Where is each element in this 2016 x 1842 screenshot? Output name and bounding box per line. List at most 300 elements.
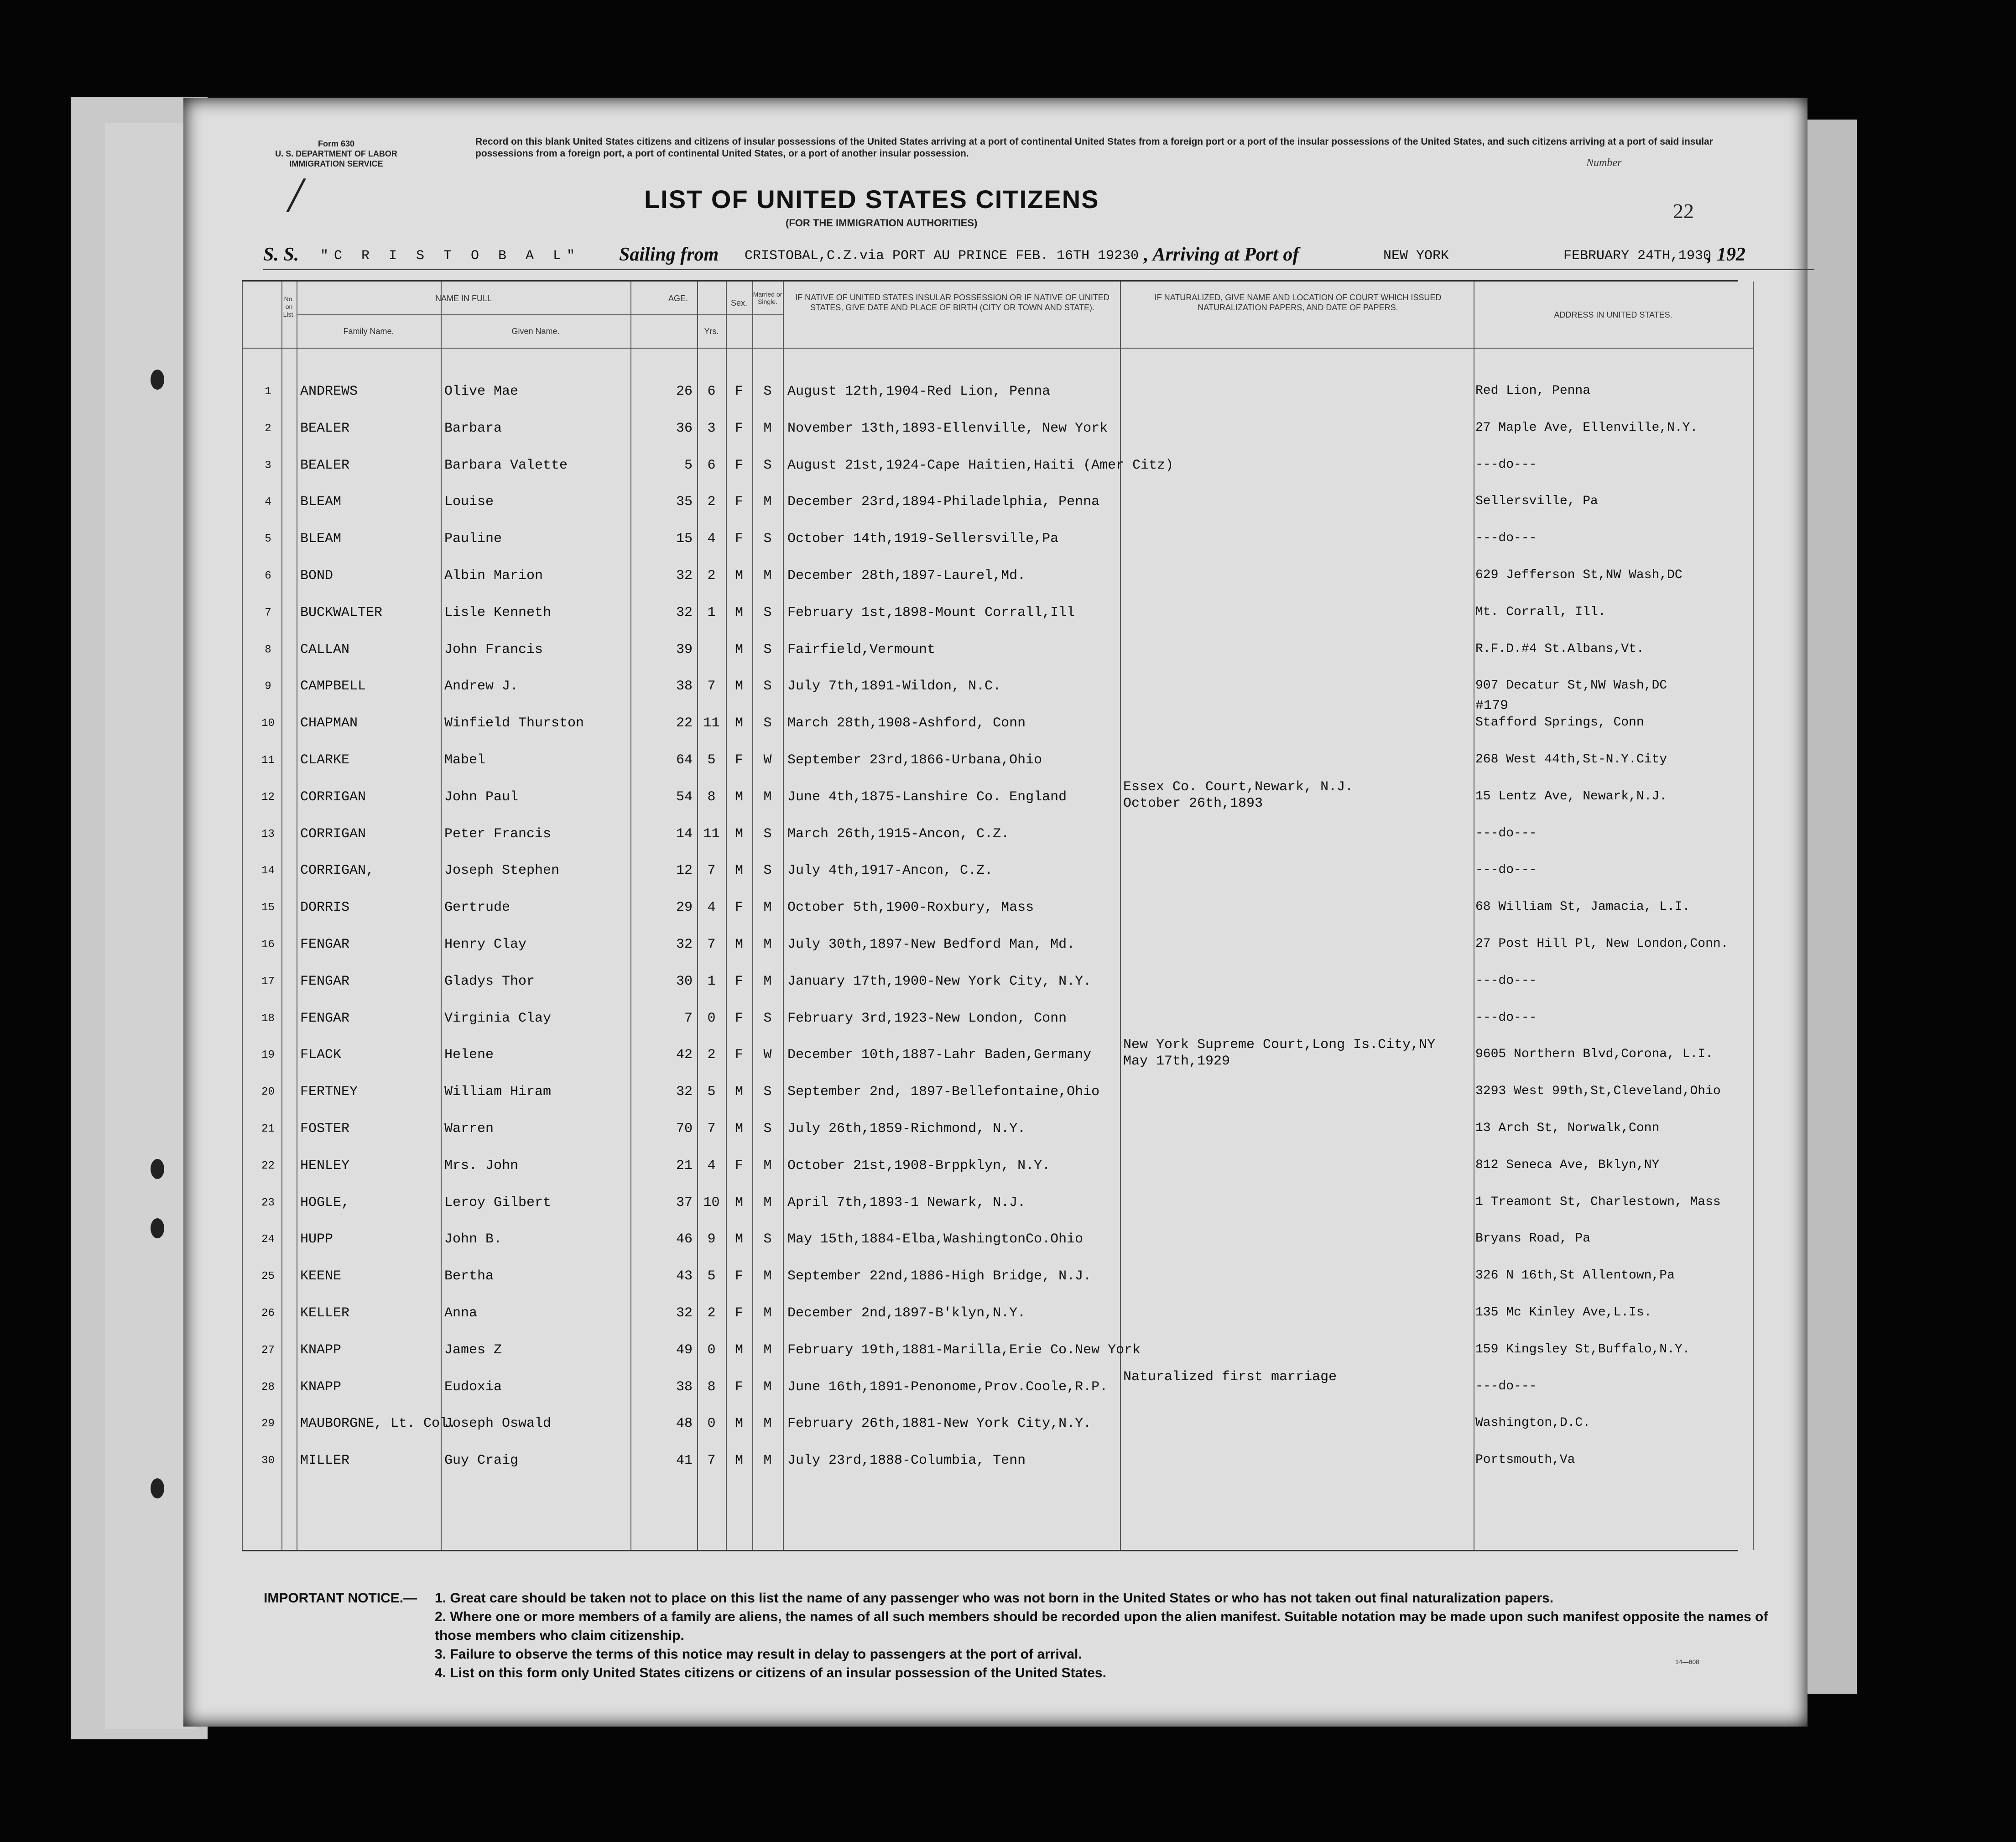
age-months: 3 <box>707 420 716 436</box>
us-address: Portsmouth,Va <box>1475 1453 1575 1467</box>
family-name: CORRIGAN <box>300 826 366 842</box>
us-address: ---do--- <box>1475 863 1537 877</box>
family-name: CHAPMAN <box>300 715 358 731</box>
marital-status: S <box>763 1084 772 1100</box>
age-years: 32 <box>676 1305 693 1321</box>
notice-item: 3. Failure to observe the terms of this notice may result in delay to passengers at the port of arrival. <box>435 1647 1082 1662</box>
birth-date-place: June 16th,1891-Penonome,Prov.Coole,R.P. <box>787 1379 1108 1395</box>
age-months: 0 <box>707 1416 716 1432</box>
family-name: MILLER <box>300 1453 350 1469</box>
age-months: 11 <box>703 826 720 842</box>
birth-date-place: July 7th,1891-Wildon, N.C. <box>787 678 1001 694</box>
sex: M <box>735 678 743 694</box>
age-years: 21 <box>676 1158 693 1174</box>
birth-date-place: September 22nd,1886-High Bridge, N.J. <box>787 1268 1092 1284</box>
family-name: KEENE <box>300 1268 342 1284</box>
binding-hole <box>151 370 164 390</box>
family-name: BLEAM <box>300 531 342 547</box>
sex: M <box>735 826 743 842</box>
us-address: Washington,D.C. <box>1475 1416 1591 1430</box>
us-address: ---do--- <box>1475 531 1537 546</box>
birth-date-place: June 4th,1875-Lanshire Co. England <box>787 789 1067 805</box>
age-months: 4 <box>707 900 716 916</box>
row-number: 23 <box>261 1196 275 1209</box>
birth-date-place: March 28th,1908-Ashford, Conn <box>787 715 1026 731</box>
sex: M <box>735 1342 743 1358</box>
marital-status: S <box>763 457 772 473</box>
age-years: 14 <box>676 826 693 842</box>
sex: F <box>735 531 743 547</box>
age-months: 5 <box>707 752 716 768</box>
us-address: 1 Treamont St, Charlestown, Mass <box>1475 1195 1721 1209</box>
sex: F <box>735 1010 743 1026</box>
marital-status: S <box>763 715 772 731</box>
age-months: 1 <box>707 605 716 621</box>
marital-status: M <box>763 1379 772 1395</box>
us-address-number: #179 <box>1475 698 1509 714</box>
age-years: 64 <box>676 752 693 768</box>
family-name: HENLEY <box>300 1158 350 1174</box>
given-name: Eudoxia <box>444 1379 502 1395</box>
family-name: CALLAN <box>300 642 350 657</box>
sailing-year: 30 <box>1122 248 1139 264</box>
birth-date-place: March 26th,1915-Ancon, C.Z. <box>787 826 1010 842</box>
family-name: ANDREWS <box>300 384 358 399</box>
sex: M <box>735 1453 743 1469</box>
column-name-in-full: NAME IN FULL <box>435 294 492 303</box>
column-naturalization: IF NATURALIZED, GIVE NAME AND LOCATION OF COURT WHICH ISSUED NATURALIZATION PAPERS, AND DATE OF PAPERS. <box>1154 293 1442 312</box>
row-number: 20 <box>261 1086 275 1099</box>
column-married-single: Married or Single. <box>753 291 782 305</box>
us-address: 159 Kingsley St,Buffalo,N.Y. <box>1475 1342 1690 1357</box>
sex: M <box>735 568 743 584</box>
row-number: 10 <box>261 717 275 730</box>
us-address: Red Lion, Penna <box>1475 384 1591 398</box>
sex: M <box>735 1121 743 1137</box>
row-number: 21 <box>261 1123 275 1135</box>
age-months: 1 <box>707 973 716 989</box>
age-months: 2 <box>707 1047 716 1063</box>
given-name: James Z <box>444 1342 502 1358</box>
family-name: KELLER <box>300 1305 350 1321</box>
us-address: 907 Decatur St,NW Wash,DC <box>1475 678 1667 693</box>
age-months: 5 <box>707 1268 716 1284</box>
form-identifier <box>245 139 427 169</box>
birth-date-place: December 23rd,1894-Philadelphia, Penna <box>787 494 1100 510</box>
marital-status: M <box>763 1416 772 1432</box>
us-address: 3293 West 99th,St,Cleveland,Ohio <box>1475 1084 1721 1099</box>
given-name: Mabel <box>444 752 486 768</box>
marital-status: M <box>763 1305 772 1321</box>
age-months: 5 <box>707 1084 716 1100</box>
row-number: 22 <box>261 1159 275 1172</box>
row-number: 11 <box>261 754 275 767</box>
family-name: CLARKE <box>300 752 350 768</box>
passenger-table <box>242 280 1738 1551</box>
family-name: BEALER <box>300 420 350 436</box>
service-name: IMMIGRATION SERVICE <box>289 159 383 168</box>
form-number: Form 630 <box>318 139 355 148</box>
age-years: 35 <box>676 494 693 510</box>
given-name: Bertha <box>444 1268 494 1284</box>
us-address: 27 Post Hill Pl, New London,Conn. <box>1475 937 1729 951</box>
row-number: 29 <box>261 1418 275 1430</box>
given-name: Gladys Thor <box>444 973 535 989</box>
marital-status: S <box>763 1010 772 1026</box>
sex: M <box>735 1231 743 1247</box>
given-name: Barbara Valette <box>444 457 568 473</box>
sex: M <box>735 642 743 657</box>
age-months: 11 <box>703 715 720 731</box>
family-name: BOND <box>300 568 333 584</box>
notice-heading: IMPORTANT NOTICE.— <box>264 1591 417 1606</box>
birth-date-place: December 28th,1897-Laurel,Md. <box>787 568 1026 584</box>
marital-status: M <box>763 1342 772 1358</box>
us-address: 68 William St, Jamacia, L.I. <box>1475 900 1690 914</box>
given-name: Leroy Gilbert <box>444 1195 552 1211</box>
marital-status: M <box>763 1453 772 1469</box>
binding-hole <box>151 1218 164 1238</box>
sex: M <box>735 605 743 621</box>
row-number: 12 <box>261 791 275 804</box>
sex: M <box>735 715 743 731</box>
row-number: 5 <box>265 533 271 546</box>
family-name: KNAPP <box>300 1379 342 1395</box>
naturalization-court: Essex Co. Court,Newark, N.J. <box>1123 779 1354 795</box>
column-sex: Sex. <box>730 298 748 308</box>
given-name: Peter Francis <box>444 826 552 842</box>
given-name: Andrew J. <box>444 678 519 694</box>
page-title: LIST OF UNITED STATES CITIZENS <box>644 185 1099 214</box>
sex: M <box>735 863 743 879</box>
age-years: 38 <box>676 1379 693 1395</box>
age-years: 32 <box>676 1084 693 1100</box>
family-name: FENGAR <box>300 1010 350 1026</box>
family-name: BLEAM <box>300 494 342 510</box>
family-name: DORRIS <box>300 900 350 916</box>
us-address: 812 Seneca Ave, Bklyn,NY <box>1475 1158 1660 1172</box>
given-name: Olive Mae <box>444 384 519 399</box>
sex: M <box>735 1084 743 1100</box>
birth-date-place: September 23rd,1866-Urbana,Ohio <box>787 752 1042 768</box>
naturalization-court: New York Supreme Court,Long Is.City,NY <box>1123 1037 1436 1053</box>
given-name: Mrs. John <box>444 1158 519 1174</box>
age-years: 42 <box>676 1047 693 1063</box>
age-months: 2 <box>707 568 716 584</box>
birth-date-place: October 21st,1908-Brppklyn, N.Y. <box>787 1158 1051 1174</box>
given-name: Barbara <box>444 420 502 436</box>
age-years: 22 <box>676 715 693 731</box>
sailing-label: Sailing from <box>619 244 719 265</box>
family-name: CORRIGAN, <box>300 863 375 879</box>
sex: F <box>735 1268 743 1284</box>
birth-date-place: November 13th,1893-Ellenville, New York <box>787 420 1108 436</box>
family-name: FERTNEY <box>300 1084 358 1100</box>
instructions-text: Record on this blank United States citizens and citizens of insular possessions of the United States arriving at a port of continental United States from a foreign port or a port of the insular possessions of the United States, and such citizens arriving at a port of said insular possessions from a foreign port, a port of continental United States, or a port of another insular possession. <box>475 136 1713 159</box>
family-name: FENGAR <box>300 937 350 952</box>
age-years: 7 <box>684 1010 693 1026</box>
family-name: FENGAR <box>300 973 350 989</box>
us-address: ---do--- <box>1475 457 1537 472</box>
sex: F <box>735 494 743 510</box>
row-number: 28 <box>261 1381 275 1393</box>
age-months: 0 <box>707 1342 716 1358</box>
birth-date-place: January 17th,1900-New York City, N.Y. <box>787 973 1092 989</box>
sex: F <box>735 752 743 768</box>
us-address: ---do--- <box>1475 826 1537 840</box>
us-address: Bryans Road, Pa <box>1475 1231 1591 1246</box>
sex: F <box>735 1305 743 1321</box>
row-number: 7 <box>265 606 271 619</box>
marital-status: S <box>763 863 772 879</box>
birth-date-place: October 5th,1900-Roxbury, Mass <box>787 900 1034 916</box>
sex: M <box>735 1195 743 1211</box>
us-address: 9605 Northern Blvd,Corona, L.I. <box>1475 1047 1713 1062</box>
age-years: 49 <box>676 1342 693 1358</box>
age-months: 9 <box>707 1231 716 1247</box>
us-address: 326 N 16th,St Allentown,Pa <box>1475 1268 1675 1283</box>
sex: F <box>735 1047 743 1063</box>
age-months: 4 <box>707 1158 716 1174</box>
row-number: 6 <box>265 570 271 582</box>
binding-hole <box>151 1478 164 1498</box>
row-number: 2 <box>265 422 271 435</box>
age-years: 48 <box>676 1416 693 1432</box>
row-number: 24 <box>261 1233 275 1246</box>
birth-date-place: July 26th,1859-Richmond, N.Y. <box>787 1121 1026 1137</box>
family-name: KNAPP <box>300 1342 342 1358</box>
sailing-from-text: CRISTOBAL,C.Z.via PORT AU PRINCE FEB. 16TH 192 <box>745 248 1123 264</box>
marital-status: S <box>763 531 772 547</box>
given-name: John B. <box>444 1231 502 1247</box>
column-yrs: Yrs. <box>704 327 719 336</box>
sex: F <box>735 457 743 473</box>
age-months: 4 <box>707 531 716 547</box>
us-address: ---do--- <box>1475 973 1537 988</box>
birth-date-place: December 2nd,1897-B'klyn,N.Y. <box>787 1305 1026 1321</box>
birth-date-place: December 10th,1887-Lahr Baden,Germany <box>787 1047 1092 1063</box>
family-name: BEALER <box>300 457 350 473</box>
family-name: HUPP <box>300 1231 333 1247</box>
marital-status: S <box>763 384 772 399</box>
birth-date-place: February 1st,1898-Mount Corrall,Ill <box>787 605 1075 621</box>
arriving-label: , Arriving at Port of <box>1144 244 1299 265</box>
given-name: Joseph Stephen <box>444 863 560 879</box>
marital-status: W <box>763 752 772 768</box>
age-years: 37 <box>676 1195 693 1211</box>
row-number: 14 <box>261 865 275 877</box>
naturalization-date: October 26th,1893 <box>1123 795 1263 811</box>
us-address: Sellersville, Pa <box>1475 494 1598 509</box>
sex: F <box>735 1158 743 1174</box>
family-name: CAMPBELL <box>300 678 366 694</box>
age-years: 54 <box>676 789 693 805</box>
us-address: Stafford Springs, Conn <box>1475 715 1644 730</box>
row-number: 13 <box>261 828 275 840</box>
age-years: 12 <box>676 863 693 879</box>
birth-date-place: July 4th,1917-Ancon, C.Z. <box>787 863 993 879</box>
sheet-number: 22 <box>1673 199 1694 223</box>
row-number: 17 <box>261 975 275 988</box>
age-years: 39 <box>676 642 693 657</box>
birth-date-place: July 23rd,1888-Columbia, Tenn <box>787 1453 1026 1469</box>
marital-status: M <box>763 937 772 952</box>
row-number: 15 <box>261 902 275 914</box>
given-name: Warren <box>444 1121 494 1137</box>
naturalization-court: Naturalized first marriage <box>1123 1369 1337 1385</box>
birth-date-place: August 12th,1904-Red Lion, Penna <box>787 384 1051 399</box>
department-name: U. S. DEPARTMENT OF LABOR <box>275 149 397 158</box>
row-number: 30 <box>261 1455 275 1467</box>
age-years: 32 <box>676 937 693 952</box>
form-code: 14—608 <box>1675 1658 1699 1665</box>
us-address: 13 Arch St, Norwalk,Conn <box>1475 1121 1660 1135</box>
family-name: MAUBORGNE, Lt. Col. <box>300 1416 457 1432</box>
age-years: 38 <box>676 678 693 694</box>
birth-date-place: May 15th,1884-Elba,WashingtonCo.Ohio <box>787 1231 1084 1247</box>
age-months: 2 <box>707 1305 716 1321</box>
age-months: 6 <box>707 384 716 399</box>
handwritten-mark: / <box>288 167 302 223</box>
age-months: 6 <box>707 457 716 473</box>
marital-status: M <box>763 1158 772 1174</box>
given-name: Henry Clay <box>444 937 527 952</box>
age-years: 32 <box>676 605 693 621</box>
given-name: Louise <box>444 494 494 510</box>
age-months: 7 <box>707 678 716 694</box>
arrival-date: FEBRUARY 24TH,1930 <box>1563 248 1712 264</box>
us-address: 268 West 44th,St-N.Y.City <box>1475 752 1667 767</box>
age-years: 29 <box>676 900 693 916</box>
row-number: 8 <box>265 643 271 656</box>
given-name: John Paul <box>444 789 519 805</box>
marital-status: M <box>763 789 772 805</box>
number-label: Number <box>1586 157 1622 169</box>
age-months: 7 <box>707 1121 716 1137</box>
manifest-page <box>183 98 1808 1727</box>
marital-status: W <box>763 1047 772 1063</box>
us-address: ---do--- <box>1475 1379 1537 1393</box>
age-years: 30 <box>676 973 693 989</box>
column-address: ADDRESS IN UNITED STATES. <box>1554 310 1672 319</box>
age-months: 8 <box>707 1379 716 1395</box>
row-number: 9 <box>265 680 271 693</box>
column-given-name: Given Name. <box>511 327 560 336</box>
row-number: 27 <box>261 1344 275 1357</box>
arriving-port: NEW YORK <box>1383 248 1449 264</box>
row-number: 25 <box>261 1270 275 1283</box>
column-no: No. on List. <box>283 295 295 318</box>
given-name: Helene <box>444 1047 494 1063</box>
given-name: Anna <box>444 1305 478 1321</box>
row-number: 3 <box>265 459 271 472</box>
binding-hole <box>151 1159 164 1179</box>
us-address: ---do--- <box>1475 1010 1537 1025</box>
given-name: Virginia Clay <box>444 1010 552 1026</box>
marital-status: M <box>763 420 772 436</box>
marital-status: M <box>763 900 772 916</box>
sex: F <box>735 900 743 916</box>
family-name: CORRIGAN <box>300 789 366 805</box>
age-years: 70 <box>676 1121 693 1137</box>
marital-status: S <box>763 1121 772 1137</box>
notice-item: 2. Where one or more members of a family are aliens, the names of all such members should be recorded upon the alien manifest. Suitable notation may be made upon such manifest opposite the names of those members who claim citizenship. <box>435 1609 1768 1643</box>
voyage-line <box>263 244 1814 270</box>
family-name: FLACK <box>300 1047 342 1063</box>
given-name: Guy Craig <box>444 1453 519 1469</box>
age-months: 7 <box>707 1453 716 1469</box>
age-months: 8 <box>707 789 716 805</box>
sailing-from <box>745 248 1139 264</box>
age-years: 15 <box>676 531 693 547</box>
birth-date-place: July 30th,1897-New Bedford Man, Md. <box>787 937 1075 952</box>
row-number: 19 <box>261 1049 275 1062</box>
notice-item: 1. Great care should be taken not to place on this list the name of any passenger who was not born in the United States or who has not taken out final naturalization papers. <box>435 1591 1554 1606</box>
age-years: 41 <box>676 1453 693 1469</box>
column-age: AGE. <box>668 294 688 303</box>
naturalization-date: May 17th,1929 <box>1123 1054 1230 1070</box>
sex: M <box>735 789 743 805</box>
age-months: 7 <box>707 937 716 952</box>
birth-date-place: February 3rd,1923-New London, Conn <box>787 1010 1067 1026</box>
age-years: 26 <box>676 384 693 399</box>
given-name: William Hiram <box>444 1084 552 1100</box>
column-place-of-birth: IF NATIVE OF UNITED STATES INSULAR POSSESSION OR IF NATIVE OF UNITED STATES, GIVE DATE AND PLACE OF BIRTH (CITY OR TOWN AND STATE). <box>795 293 1110 312</box>
marital-status: M <box>763 1195 772 1211</box>
us-address: Mt. Corrall, Ill. <box>1475 605 1606 619</box>
birth-date-place: October 14th,1919-Sellersville,Pa <box>787 531 1059 547</box>
marital-status: M <box>763 1268 772 1284</box>
sex: F <box>735 420 743 436</box>
marital-status: M <box>763 973 772 989</box>
notice-item: 4. List on this form only United States citizens or citizens of an insular possession of the United States. <box>435 1665 1106 1680</box>
birth-date-place: August 21st,1924-Cape Haitien,Haiti (Amer Citz) <box>787 457 1174 473</box>
row-number: 26 <box>261 1307 275 1320</box>
year-label: , 192 <box>1707 244 1745 265</box>
family-name: FOSTER <box>300 1121 350 1137</box>
age-years: 46 <box>676 1231 693 1247</box>
age-months: 7 <box>707 863 716 879</box>
given-name: Gertrude <box>444 900 511 916</box>
age-months: 2 <box>707 494 716 510</box>
birth-date-place: February 26th,1881-New York City,N.Y. <box>787 1416 1092 1432</box>
marital-status: M <box>763 494 772 510</box>
age-years: 32 <box>676 568 693 584</box>
sex: M <box>735 937 743 952</box>
sex: F <box>735 1379 743 1395</box>
family-name: BUCKWALTER <box>300 605 383 621</box>
sex: F <box>735 973 743 989</box>
given-name: John Francis <box>444 642 543 657</box>
us-address: 135 Mc Kinley Ave,L.Is. <box>1475 1305 1652 1320</box>
marital-status: M <box>763 568 772 584</box>
age-months: 0 <box>707 1010 716 1026</box>
marital-status: S <box>763 678 772 694</box>
birth-date-place: April 7th,1893-1 Newark, N.J. <box>787 1195 1026 1211</box>
age-years: 5 <box>684 457 693 473</box>
marital-status: S <box>763 642 772 657</box>
page-subtitle: (FOR THE IMMIGRATION AUTHORITIES) <box>786 217 978 229</box>
marital-status: S <box>763 605 772 621</box>
marital-status: S <box>763 1231 772 1247</box>
row-number: 16 <box>261 939 275 951</box>
us-address: 27 Maple Ave, Ellenville,N.Y. <box>1475 420 1698 435</box>
given-name: Pauline <box>444 531 502 547</box>
age-years: 43 <box>676 1268 693 1284</box>
us-address: 629 Jefferson St,NW Wash,DC <box>1475 568 1683 582</box>
sex: F <box>735 384 743 399</box>
ship-name: "C R I S T O B A L" <box>320 248 581 264</box>
